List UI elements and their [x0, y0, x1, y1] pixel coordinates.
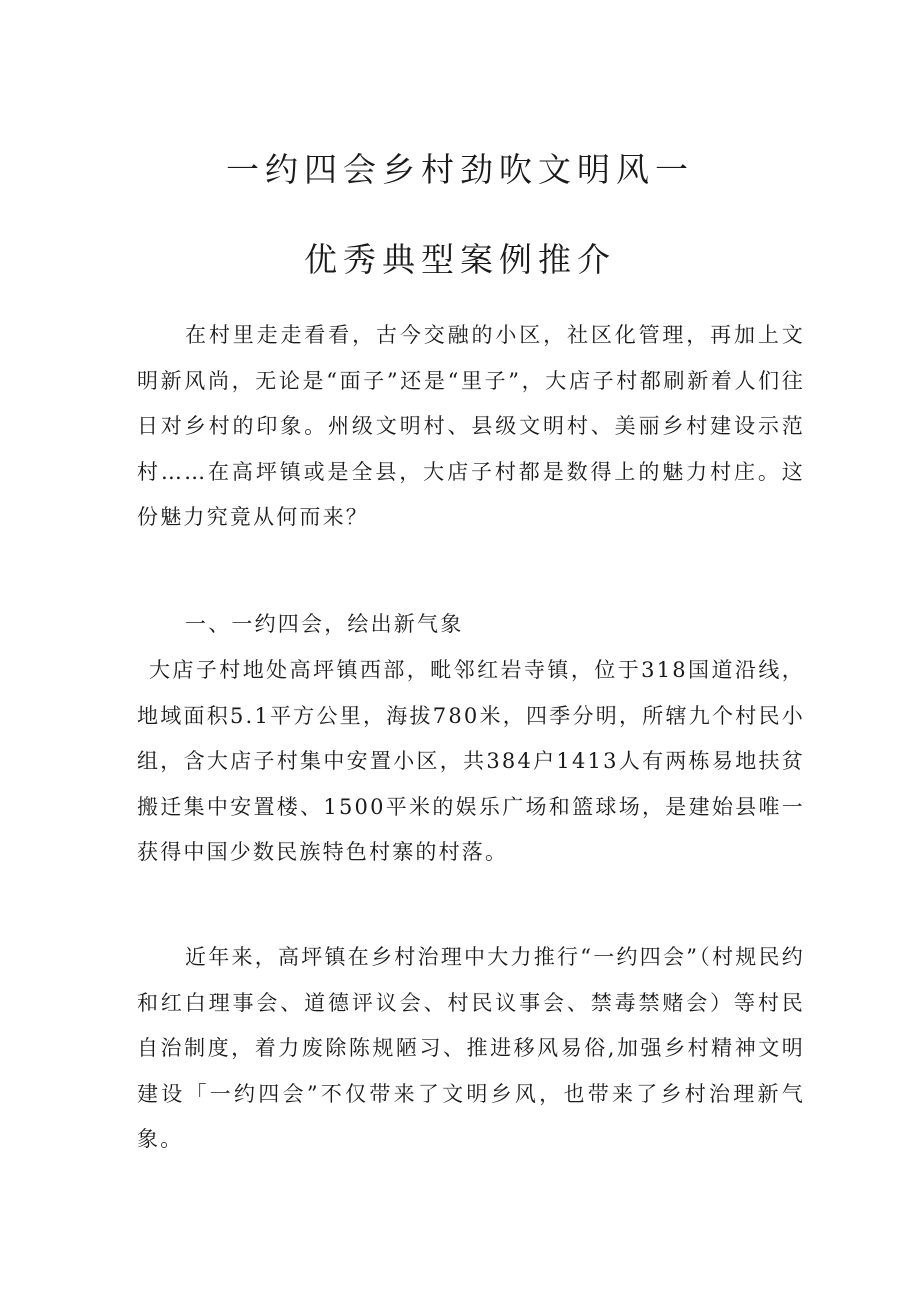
document-subtitle: 优秀典型案例推介 [304, 240, 616, 279]
governance-paragraph: 近年来，高坪镇在乡村治理中大力推行“一约四会”（村规民约和红白理事会、道德评议会、村民议事会、禁毒禁赌会）等村民自治制度，着力废除陈规陋习、推进移风易俗,加强乡村精神文明建设「一约四会”不仅带来了文明乡风，也带来了乡村治理新气象。 [137, 945, 805, 1151]
village-overview-paragraph: 大店子村地处高坪镇西部，毗邻红岩寺镇，位于318国道沿线，地域面积5.1平方公里，海拔780米，四季分明，所辖九个村民小组，含大店子村集中安置小区，共384户1413人有两栋易地扶贫搬迁集中安置楼、1500平米的娱乐广场和篮球场，是建始县唯一获得中国少数民族特色村寨的村落。 [137, 658, 805, 864]
document-title: 一约四会乡村劲吹文明风一 [226, 150, 694, 189]
section-heading: 一、一约四会，绘出新气象 [185, 612, 464, 636]
intro-paragraph: 在村里走走看看，古今交融的小区，社区化管理，再加上文明新风尚，无论是“面子”还是“里子”，大店子村都刷新着人们往日对乡村的印象。州级文明村、县级文明村、美丽乡村建设示范村……在高坪镇或是全县，大店子村都是数得上的魅力村庄。这份魅力究竟从何而来？ [137, 323, 805, 529]
